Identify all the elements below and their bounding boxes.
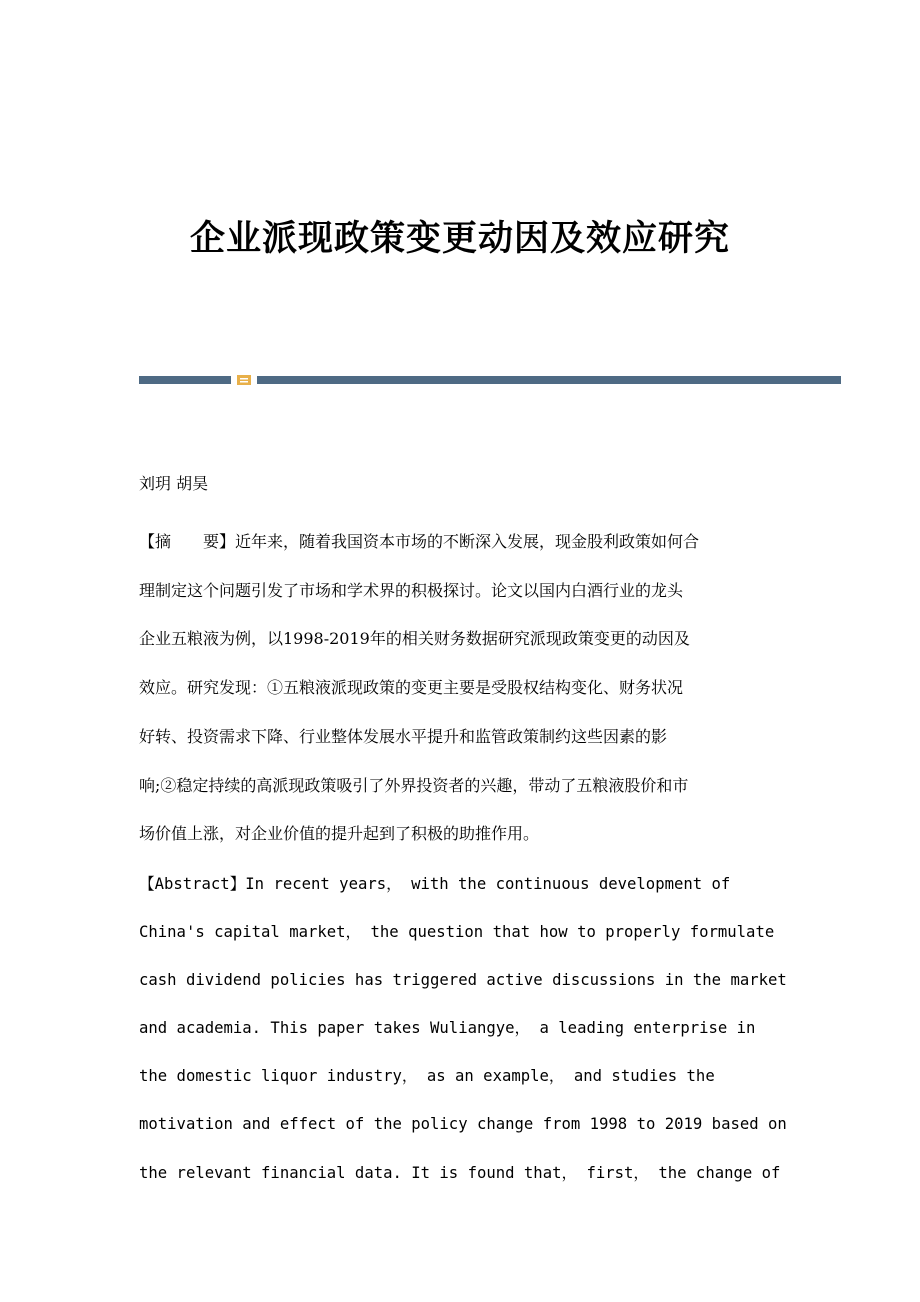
divider-accent (237, 375, 251, 385)
abstract-en-line-3: cash dividend policies has triggered active discussions in the market (139, 971, 787, 990)
paper-title: 企业派现政策变更动因及效应研究 (189, 218, 730, 259)
divider-bar-right (257, 376, 841, 384)
author-names: 刘玥 胡昊 (139, 474, 209, 493)
abstract-cn-line-7: 场价值上涨，对企业价值的提升起到了积极的助推作用。 (139, 824, 540, 844)
decorative-divider (139, 374, 841, 386)
abstract-cn-line-6: 响;②稳定持续的高派现政策吸引了外界投资者的兴趣，带动了五粮液股价和市 (139, 775, 689, 795)
abstract-en-line-6: motivation and effect of the policy change from 1998 to 2019 based on (139, 1115, 787, 1134)
abstract-chinese (139, 518, 789, 859)
divider-bar-left (139, 376, 231, 384)
abstract-english (139, 860, 789, 1197)
abstract-cn-label: 【摘 要】 (139, 532, 236, 551)
abstract-en-line-4: and academia. This paper takes Wuliangye， a leading enterprise in (139, 1019, 756, 1038)
abstract-en-line-7: the relevant financial data. It is found that， first， the change of (139, 1163, 781, 1182)
abstract-en-line-5: the domestic liquor industry， as an example， and studies the (139, 1067, 715, 1086)
abstract-cn-line-2: 理制定这个问题引发了市场和学术界的积极探讨。论文以国内白酒行业的龙头 (139, 580, 684, 600)
abstract-en-label: 【Abstract】 (139, 875, 246, 893)
abstract-en-line-1: 【Abstract】In recent years， with the continuous development of (139, 875, 731, 893)
abstract-cn-line-4: 效应。研究发现：①五粮液派现政策的变更主要是受股权结构变化、财务状况 (139, 678, 684, 698)
abstract-cn-line-1: 【摘 要】近年来，随着我国资本市场的不断深入发展，现金股利政策如何合 (139, 532, 700, 551)
abstract-cn-line-5: 好转、投资需求下降、行业整体发展水平提升和监管政策制约这些因素的影 (139, 726, 668, 746)
abstract-cn-line-3: 企业五粮液为例，以1998-2019年的相关财务数据研究派现政策变更的动因及 (139, 629, 690, 649)
abstract-en-line-2: China's capital market， the question that how to properly formulate (139, 923, 775, 942)
